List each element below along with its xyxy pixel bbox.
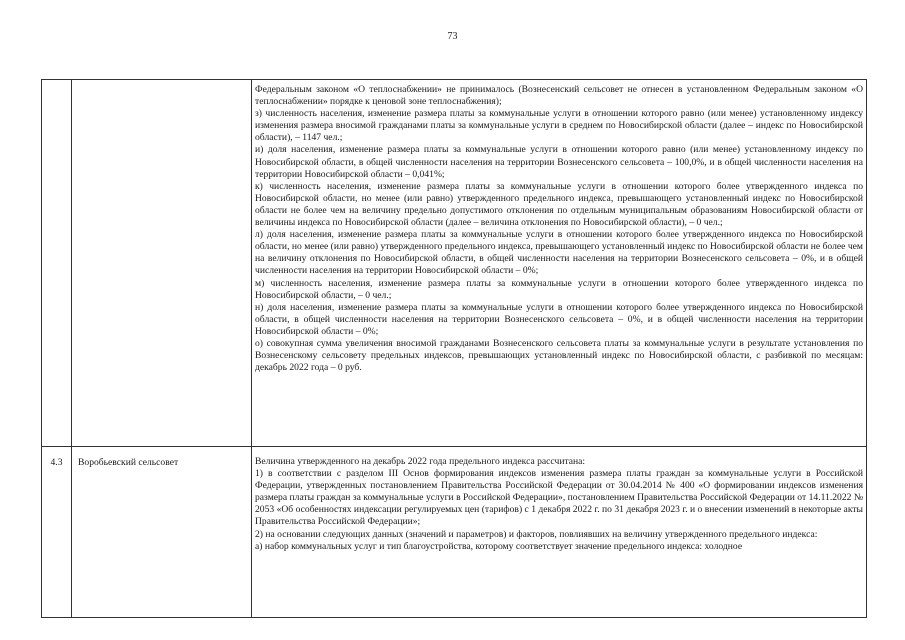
paragraph: 2) на основании следующих данных (значений и параметров) и факторов, повлиявших на величину утвержденного предельного индекса: (255, 528, 818, 540)
table-row (42, 447, 867, 618)
row-number-cell: 4.3 (42, 447, 72, 618)
paragraph: а) набор коммунальных услуг и тип благоустройства, которому соответствует значение предельного индекса: холодное (255, 540, 743, 552)
paragraph: о) совокупная сумма увеличения вносимой гражданами Вознесенского сельсовета платы за коммунальные услуги в результате установления по Вознесенскому сельсовету предельных индексов, превышающих установленный индекс по Новосибирской области, с разбивкой по месяцам: декабрь 2022 года – 0 руб. (255, 337, 863, 374)
document-table (41, 79, 867, 618)
paragraph: з) численность населения, изменение размера платы за коммунальные услуги в отношении которого равно (или менее) установленному индексу изменения размера вносимой гражданами платы за коммунальные услуги в среднем по Новосибирской области (далее – индекс по Новосибирской области), – 1147 чел.; (255, 108, 863, 144)
paragraph: к) численность населения, изменение размера платы за коммунальные услуги в отношении которого более утвержденного индекса по Новосибирской области, но менее (или равно) утвержденного предельного индекса, превышающего установленный индекс по Новосибирской области не более чем на величину предельно допустимого отклонения по отдельным муниципальным образованиям Новосибирской области от величины индекса по Новосибирской области (далее – величина отклонения по Новосибирской области), – 0 чел.; (255, 180, 863, 229)
table-row (42, 80, 867, 447)
paragraph: л) доля населения, изменение размера платы за коммунальные услуги в отношении которого более утвержденного индекса по Новосибирской области, но менее (или равно) утвержденного предельного индекса, превышающего установленный индекс по Новосибирской области не более чем на величину отклонения по Новосибирской области, в общей численности населения на территории Вознесенского сельсовета – 0%, и в общей численности населения на территории Новосибирской области – 0%; (255, 229, 863, 277)
paragraph: м) численность населения, изменение размера платы за коммунальные услуги в отношении которого более утвержденного индекса по Новосибирской области, – 0 чел.; (255, 277, 863, 301)
paragraph: н) доля населения, изменение размера платы за коммунальные услуги в отношении которого более утвержденного индекса по Новосибирской области, в общей численности населения на территории Вознесенского сельсовета – 0%, и в общей численности населения на территории Новосибирской области – 0%; (255, 301, 863, 337)
municipality-name-cell (72, 80, 252, 447)
municipality-name-cell: Воробьевский сельсовет (72, 447, 252, 618)
paragraph: и) доля населения, изменение размера платы за коммунальные услуги в отношении которого равно (или менее) установленному индексу по Новосибирской области, в общей численности населения на территории Вознесенского сельсовета – 100,0%, и в общей численности населения на территории Новосибирской области – 0,041%; (255, 144, 863, 180)
description-cell (252, 80, 867, 447)
page-number: 73 (447, 31, 458, 42)
paragraph: Федеральным законом «О теплоснабжении» не принималось (Вознесенский сельсовет не отнесен в установленном Федеральным законом «О теплоснабжении» порядке к ценовой зоне теплоснабжения); (255, 84, 863, 108)
paragraph: 1) в соответствии с разделом III Основ формирования индексов изменения размера платы граждан за коммунальные услуги в Российской Федерации, утвержденных постановлением Правительства Российской Федерации от 30.04.2014 № 400 «О формировании индексов изменения размера платы граждан за коммунальные услуги в Российской Федерации», постановлением Правительства Российской Федерации от 14.11.2022 № 2053 «Об особенностях индексации регулируемых цен (тарифов) с 1 декабря 2022 г. по 31 декабря 2023 г. и о внесении изменений в некоторые акты Правительства Российской Федерации»; (255, 468, 863, 528)
row-number-cell (42, 80, 72, 447)
description-cell (252, 447, 867, 618)
paragraph: Величина утвержденного на декабрь 2022 года предельного индекса рассчитана: (255, 456, 586, 467)
